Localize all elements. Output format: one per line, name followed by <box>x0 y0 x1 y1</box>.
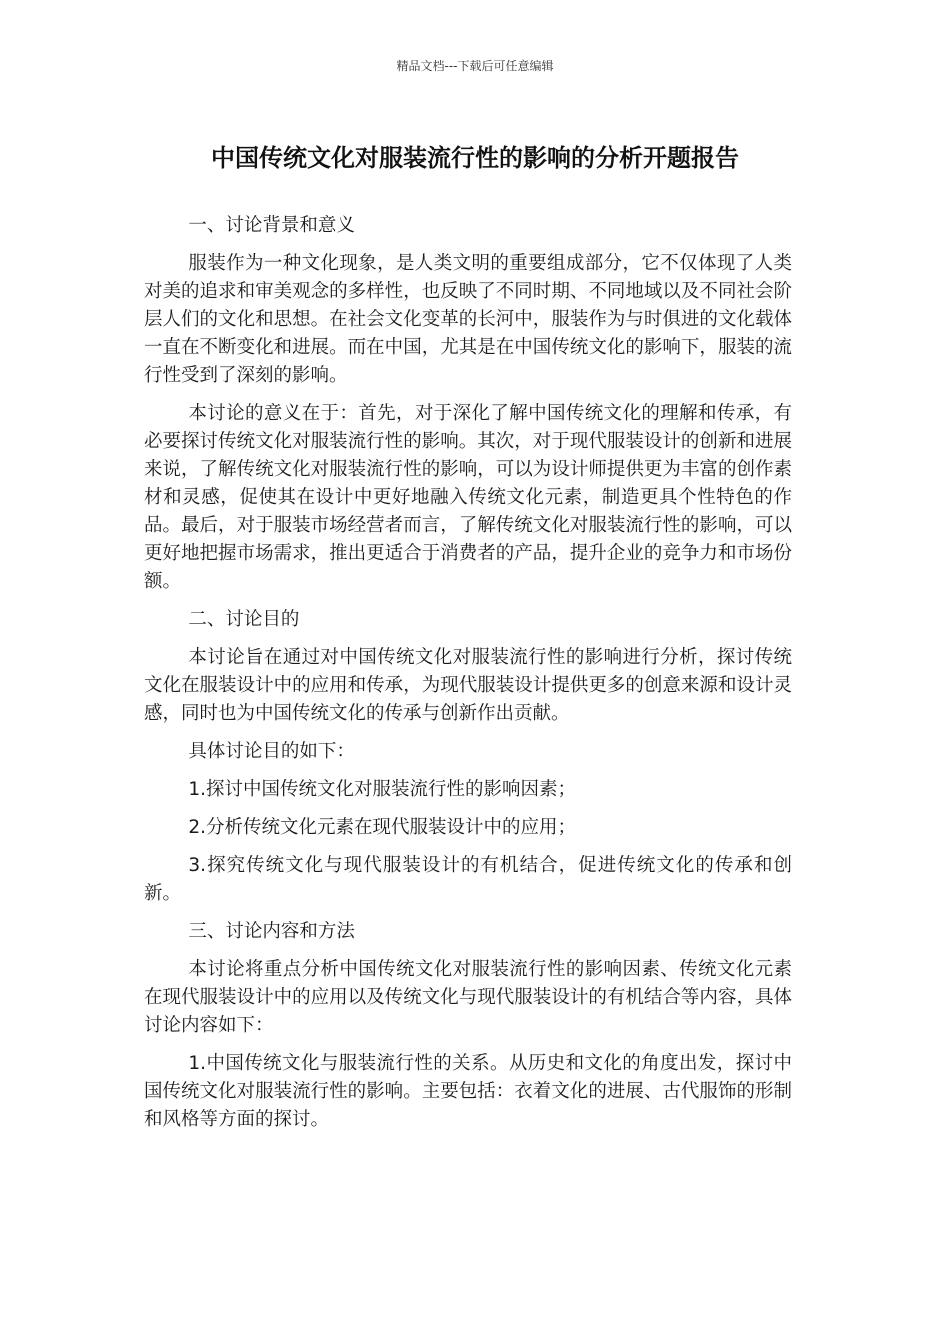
list-item-goal-3: 3.探究传统文化与现代服装设计的有机结合，促进传统文化的传承和创新。 <box>144 855 792 904</box>
section-heading-content-method: 三、讨论内容和方法 <box>188 921 355 942</box>
page-header: 精品文档---下载后可任意编辑 <box>396 59 554 73</box>
list-item-content-1: 1.中国传统文化与服装流行性的关系。从历史和文化的角度出发，探讨中国传统文化对服装流行性的影响。主要包括：衣着文化的进展、古代服饰的形制和风格等方面的探讨。 <box>144 1053 792 1130</box>
paragraph-purpose: 本讨论旨在通过对中国传统文化对服装流行性的影响进行分析，探讨传统文化在服装设计中的应用和传承，为现代服装设计提供更多的创意来源和设计灵感，同时也为中国传统文化的传承与创新作出贡献。 <box>144 647 792 724</box>
paragraph-significance: 本讨论的意义在于：首先，对于深化了解中国传统文化的理解和传承，有必要探讨传统文化对服装流行性的影响。其次，对于现代服装设计的创新和进展来说，了解传统文化对服装流行性的影响，可以为设计师提供更为丰富的创作素材和灵感，促使其在设计中更好地融入传统文化元素，制造更具个性特色的作品。最后，对于服装市场经营者而言，了解传统文化对服装流行性的影响，可以更好地把握市场需求，推出更适合于消费者的产品，提升企业的竞争力和市场份额。 <box>144 403 792 592</box>
list-item-goal-2: 2.分析传统文化元素在现代服装设计中的应用； <box>188 817 577 838</box>
list-item-goal-1: 1.探讨中国传统文化对服装流行性的影响因素； <box>188 779 577 800</box>
paragraph-specific-goals-intro: 具体讨论目的如下： <box>188 741 355 762</box>
section-heading-purpose: 二、讨论目的 <box>188 609 300 630</box>
document-body <box>144 212 792 1144</box>
document-title: 中国传统文化对服装流行性的影响的分析开题报告 <box>211 144 739 172</box>
paragraph-content-overview: 本讨论将重点分析中国传统文化对服装流行性的影响因素、传统文化元素在现代服装设计中的应用以及传统文化与现代服装设计的有机结合等内容，具体讨论内容如下： <box>144 959 792 1036</box>
paragraph-background: 服装作为一种文化现象，是人类文明的重要组成部分，它不仅体现了人类对美的追求和审美观念的多样性，也反映了不同时期、不同地域以及不同社会阶层人们的文化和思想。在社会文化变革的长河中，服装作为与时俱进的文化载体一直在不断变化和进展。而在中国，尤其是在中国传统文化的影响下，服装的流行性受到了深刻的影响。 <box>144 253 792 386</box>
section-heading-background: 一、讨论背景和意义 <box>188 215 355 236</box>
